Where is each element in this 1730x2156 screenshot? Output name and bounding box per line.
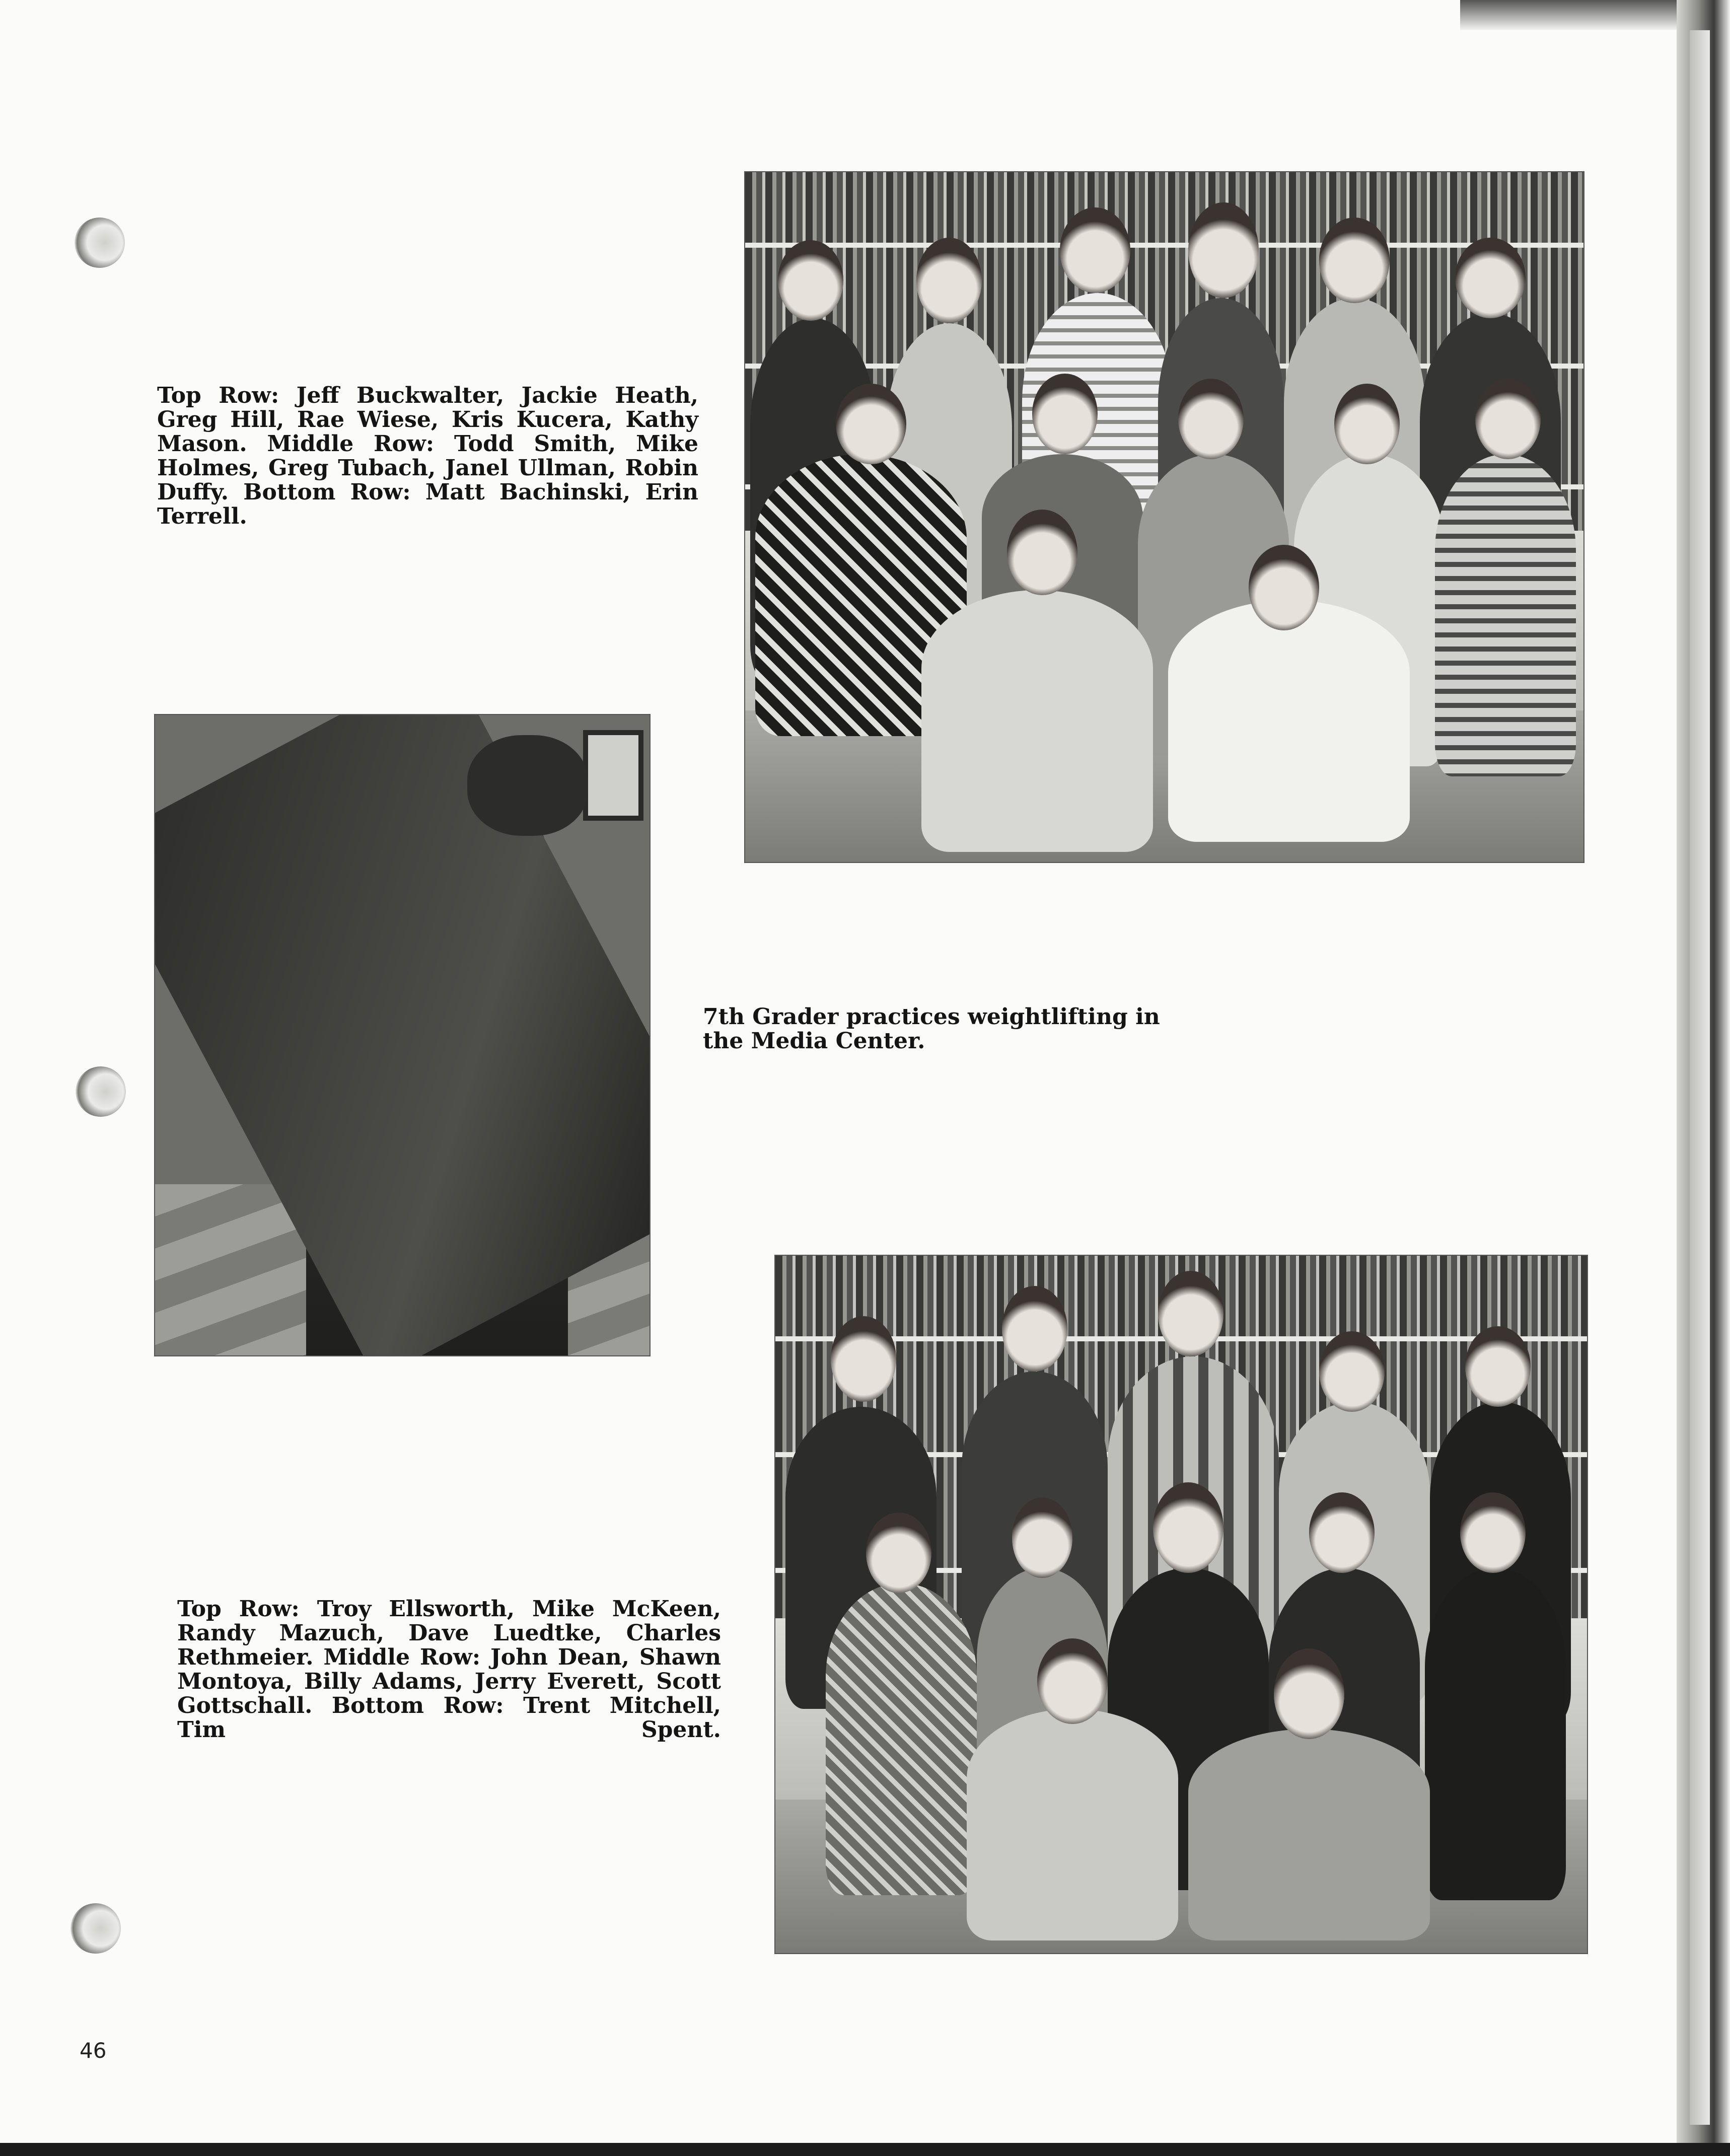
student-head: [1319, 218, 1390, 303]
student-head: [831, 1316, 896, 1402]
wall-picture-frame: [583, 730, 643, 821]
student-head: [1012, 1497, 1072, 1578]
caption-weightlifting: 7th Grader practices weightlifting in the Media Center.: [703, 1004, 1160, 1054]
student-head: [1309, 1492, 1375, 1573]
student-head: [1475, 379, 1541, 459]
student-figure: [826, 1583, 977, 1895]
student-head: [1249, 545, 1319, 630]
binding-strip: [1690, 30, 1710, 2125]
student-head: [1032, 374, 1098, 454]
student-head: [866, 1513, 931, 1593]
student-head: [1178, 379, 1244, 459]
page-bottom-edge: [0, 2143, 1730, 2156]
student-head: [1002, 1286, 1067, 1372]
punch-hole-top: [75, 218, 125, 268]
group-photo-1: [745, 172, 1583, 862]
student-head: [916, 238, 982, 323]
student-figure: [1188, 1729, 1430, 1941]
student-head: [1153, 1482, 1223, 1573]
student-figure: [921, 590, 1153, 852]
student-head: [1060, 207, 1130, 293]
student-figure: [1425, 1568, 1566, 1900]
page-top-shadow: [1460, 0, 1680, 30]
group-photo-2: [775, 1256, 1587, 1953]
student-head: [1188, 202, 1259, 298]
caption-group-photo-1: Top Row: Jeff Buckwalter, Jackie Heath, Greg Hill, Rae Wiese, Kris Kucera, Kathy Mason. Middle Row: Todd Smith, Mike Holmes, Greg Tubach, Janel Ullman, Robin Duffy. Bottom Row: Matt Bachinski, Erin Terrell.: [157, 383, 698, 529]
student-head: [1274, 1648, 1344, 1739]
student-head: [1007, 510, 1077, 595]
student-head: [1460, 1492, 1526, 1573]
student-figure: [1168, 600, 1410, 842]
student-head: [1334, 384, 1400, 464]
student-head: [836, 384, 906, 464]
punch-hole-middle: [76, 1066, 126, 1117]
weightlifting-photo: [155, 715, 650, 1355]
student-hand: [467, 735, 588, 836]
student-head: [1455, 238, 1526, 318]
punch-hole-bottom: [70, 1903, 121, 1954]
student-head: [1465, 1326, 1531, 1407]
page-number: 46: [80, 2038, 107, 2063]
student-figure: [967, 1709, 1178, 1941]
student-figure: [1435, 454, 1576, 776]
caption-group-photo-2: Top Row: Troy Ellsworth, Mike McKeen, Randy Mazuch, Dave Luedtke, Charles Rethmeier. Middle Row: John Dean, Shawn Montoya, Billy Adams, Jerry Everett, Scott Gottschall. Bottom Row: Trent Mitchell, Tim Spent.: [177, 1596, 721, 1743]
student-head: [1158, 1271, 1223, 1356]
student-head: [778, 240, 843, 321]
student-head: [1319, 1331, 1385, 1412]
student-head: [1037, 1638, 1108, 1724]
shelf-board: [745, 243, 1583, 248]
